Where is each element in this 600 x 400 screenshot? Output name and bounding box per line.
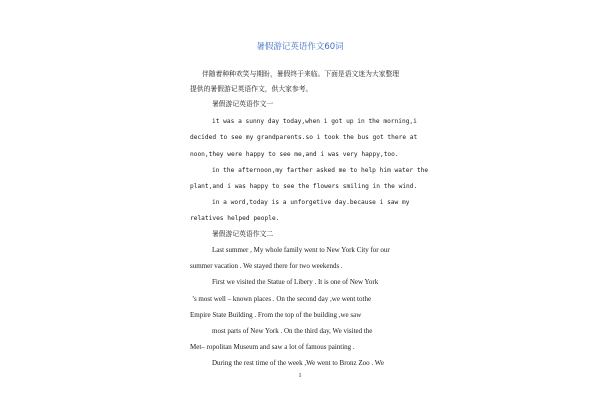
body-line: noon,they were happy to see me,and i was very happy,too. [190,151,399,158]
body-line: Last summer , My whole family went to New York City for our [212,246,390,254]
body-line: 暑假游记英语作文一 [212,100,274,108]
body-line: summer vacation . We stayed there for two weekends . [190,262,343,270]
body-line: most parts of New York . On the third day, We visited the [212,327,373,335]
body-line: Met– ropolitan Museum and saw a lot of famous painting . [190,343,355,351]
body-line: ’s most well – known places . On the second day ,we went tothe [192,295,372,303]
body-line: First we visited the Statue of Libery . It is one of New York [212,278,379,286]
body-line: it was a sunny day today,when i got up in the morning,i [212,118,417,125]
body-line: 伴随着种种欢笑与期盼，暑假终于来临。下面是语文迷为大家整理 [202,70,400,78]
body-line: 暑假游记英语作文二 [212,230,274,238]
body-line: Empire State Building . From the top of the building ,we saw [190,311,362,319]
body-line: in a word,today is a unforgetive day.because i saw my [212,199,410,206]
body-line: During the rest time of the week ,We went to Bronz Zoo . We [212,359,384,367]
body-line: in the afternoon,my farther asked me to help him water the [212,167,429,174]
body-line: 提供的暑假游记英语作文，供大家参考。 [190,85,313,93]
body-line: relatives helped people. [190,215,280,222]
body-line: decided to see my grandparents.so i took the bus got there at [190,134,418,141]
page-number: 1 [298,373,302,379]
body-line: plant,and i was happy to see the flowers smiling in the wind. [190,183,418,190]
document-title: 暑假游记英语作文60词 [256,42,344,52]
